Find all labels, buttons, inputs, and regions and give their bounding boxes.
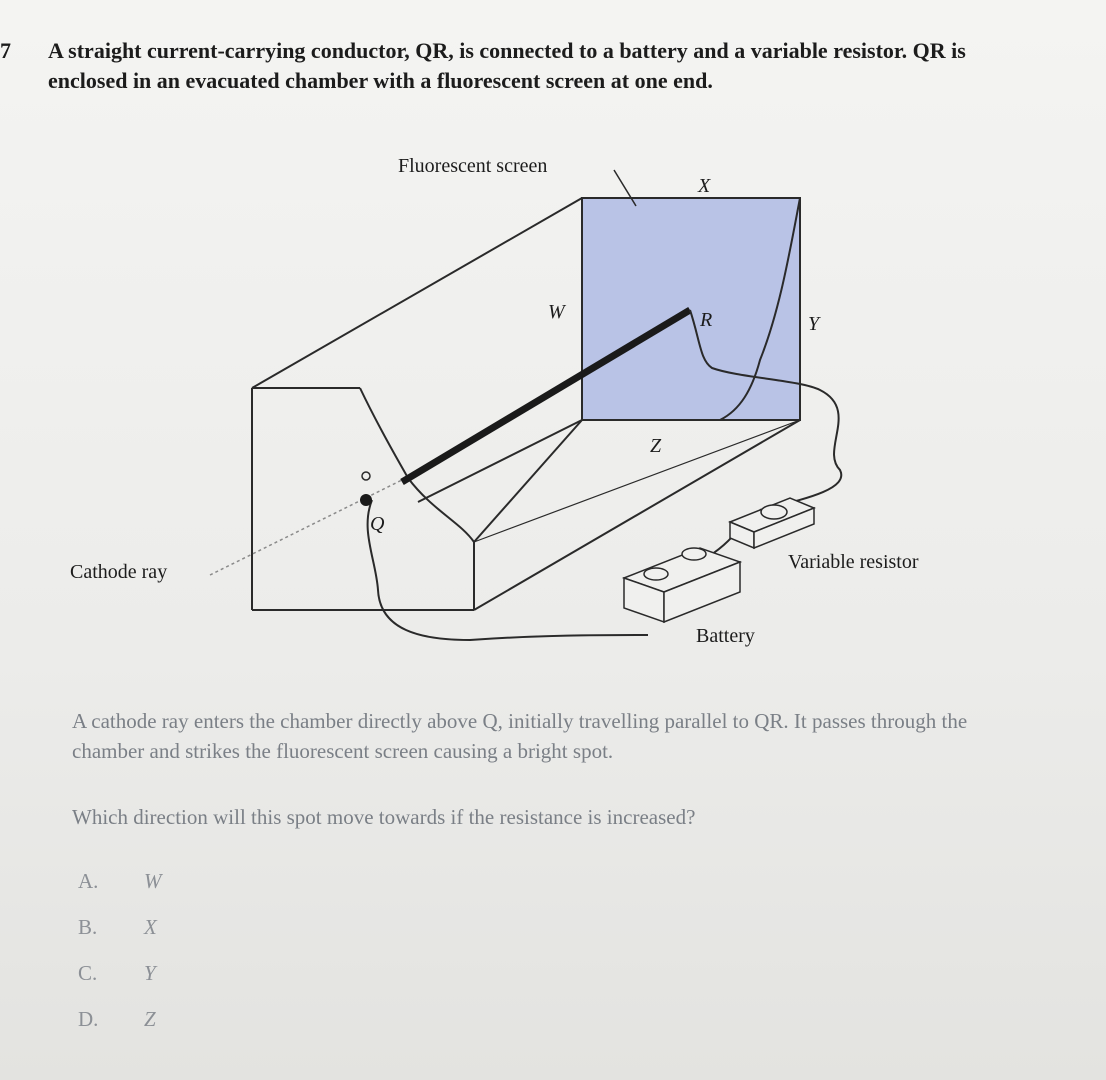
question-number: 7 — [0, 38, 11, 63]
label-z: Z — [650, 435, 662, 457]
option-c[interactable] — [78, 958, 162, 1004]
ray-entry-marker — [362, 472, 370, 480]
option-text: Z — [144, 1007, 156, 1031]
option-d[interactable] — [78, 1004, 162, 1050]
option-text: Y — [144, 961, 156, 985]
fluorescent-screen — [582, 198, 800, 420]
point-q — [360, 494, 372, 506]
scenario-paragraph: A cathode ray enters the chamber directly above Q, initially travelling parallel to QR. It passes through the chamber and strikes the fluorescent screen causing a bright spot. — [72, 709, 968, 763]
label-r: R — [700, 309, 713, 331]
label-x: X — [698, 175, 711, 197]
option-b[interactable] — [78, 912, 162, 958]
option-letter: C. — [78, 961, 98, 985]
answer-options — [78, 866, 162, 1050]
option-letter: B. — [78, 915, 98, 939]
label-q: Q — [370, 513, 385, 535]
option-a[interactable] — [78, 866, 162, 912]
label-battery: Battery — [696, 625, 755, 647]
apparatus-diagram — [0, 130, 1106, 670]
option-text: X — [144, 915, 157, 939]
option-letter: D. — [78, 1007, 99, 1031]
label-fluorescent-screen: Fluorescent screen — [398, 155, 548, 177]
variable-resistor — [730, 498, 814, 548]
question-prompt: Which direction will this spot move towards if the resistance is increased? — [72, 805, 696, 829]
label-cathode-ray: Cathode ray — [70, 561, 168, 583]
label-y: Y — [808, 313, 820, 335]
option-letter: A. — [78, 869, 99, 893]
question-stem: A straight current-carrying conductor, QR, is connected to a battery and a variable resistor. QR is enclosed in an evacuated chamber with a fluorescent screen at one end. — [48, 38, 966, 93]
label-variable-resistor: Variable resistor — [788, 551, 919, 573]
option-text: W — [144, 869, 162, 893]
label-w: W — [548, 301, 565, 323]
battery — [624, 548, 740, 622]
